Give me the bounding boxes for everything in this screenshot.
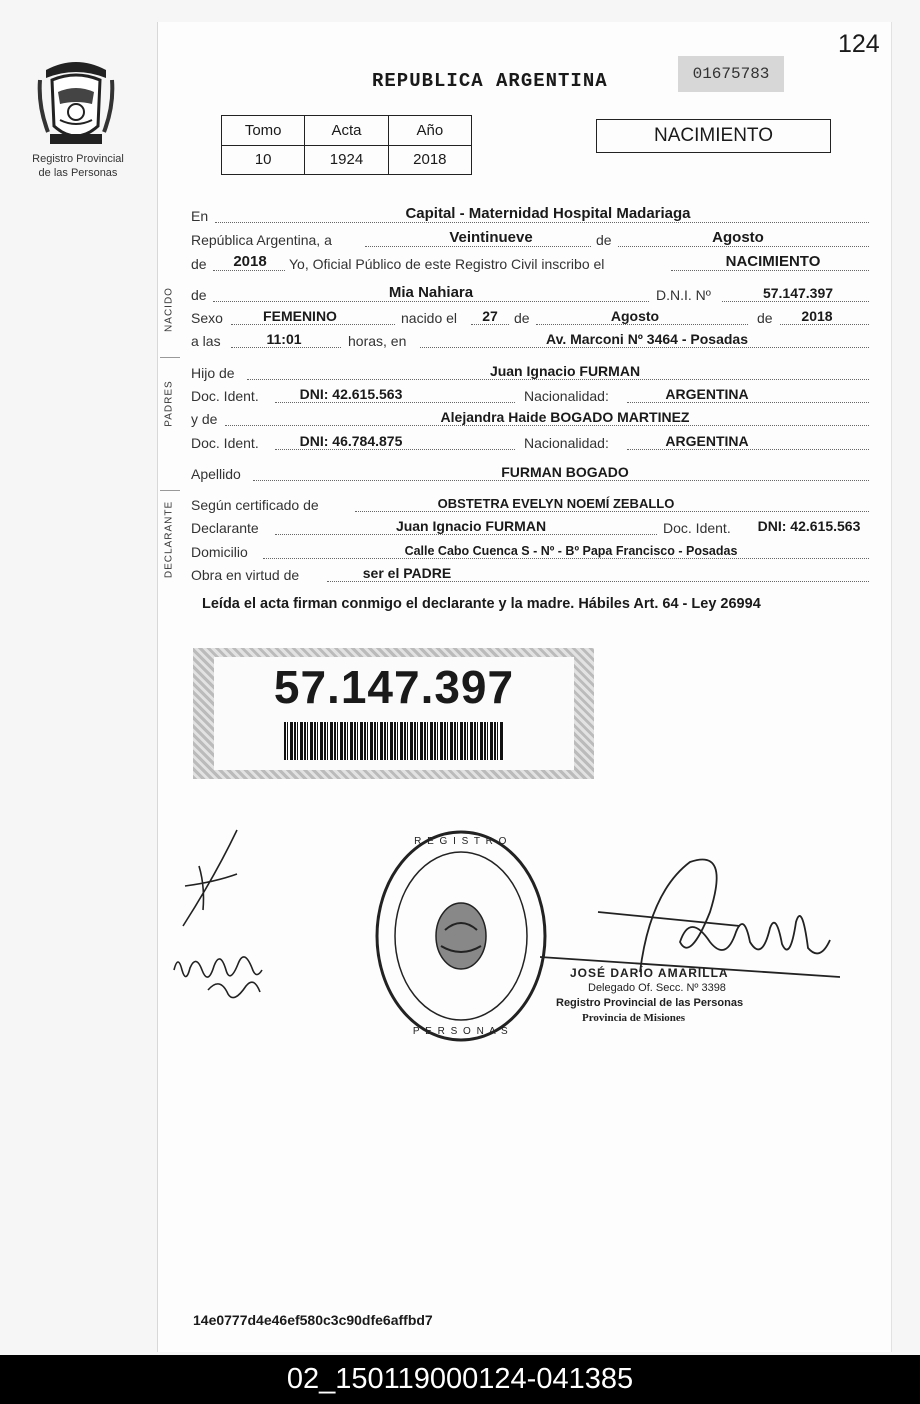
official-office: Registro Provincial de las Personas	[556, 997, 744, 1009]
father-name-value: Juan Ignacio FURMAN	[489, 363, 641, 379]
birth-year-value: 2018	[801, 308, 833, 324]
label-certificado: Según certificado de	[191, 497, 319, 513]
label-de-name: de	[191, 287, 207, 303]
label-republica: República Argentina, a	[191, 232, 332, 248]
surname-value: FURMAN BOGADO	[501, 464, 629, 480]
footer-code: 02_150119000124-041385	[0, 1355, 920, 1404]
official-province: Provincia de Misiones	[582, 1012, 686, 1024]
father-nationality-value: ARGENTINA	[665, 386, 749, 402]
page-number: 124	[838, 30, 880, 58]
label-doc-ident-declarant: Doc. Ident.	[663, 520, 731, 536]
birth-time-value: 11:01	[266, 331, 302, 347]
label-apellido: Apellido	[191, 466, 241, 482]
declarant-name-value: Juan Ignacio FURMAN	[395, 518, 547, 534]
label-dni: D.N.I. Nº	[656, 287, 711, 303]
label-sexo: Sexo	[191, 310, 223, 326]
label-horas: horas, en	[348, 333, 407, 349]
row-declarant	[191, 517, 869, 538]
row-father-name	[191, 362, 869, 383]
section-label-padres: PADRES	[163, 380, 175, 427]
label-inscribo: Yo, Oficial Público de este Registro Civil inscribo el	[289, 256, 605, 272]
label-de: de	[596, 232, 612, 248]
child-dni-value: 57.147.397	[762, 285, 834, 301]
document-hash: 14e0777d4e46ef580c3c90dfe6affbd7	[193, 1312, 433, 1328]
mother-name-value: Alejandra Haide BOGADO MARTINEZ	[440, 409, 690, 425]
label-nacionalidad-mother: Nacionalidad:	[524, 435, 609, 451]
declarant-doc-value: DNI: 42.615.563	[757, 518, 861, 534]
address-value: Calle Cabo Cuenca S - Nº - Bº Papa Francisco - Posadas	[404, 544, 738, 558]
birth-month-value: Agosto	[610, 308, 660, 324]
label-declarante: Declarante	[191, 520, 259, 536]
sex-value: FEMENINO	[263, 308, 337, 324]
dni-sticker-number: 57.147.397	[273, 661, 515, 713]
row-place	[191, 205, 869, 226]
row-sex-birth	[191, 307, 869, 328]
registry-label	[22, 152, 134, 180]
official-signature	[540, 852, 840, 982]
row-certifier	[191, 494, 869, 515]
birth-place-value: Av. Marconi Nº 3464 - Posadas	[546, 331, 748, 347]
label-de-year: de	[191, 256, 207, 272]
row-date	[191, 229, 869, 250]
mother-signature	[168, 940, 268, 1012]
month-value: Agosto	[712, 229, 764, 246]
register-header-acta: Acta	[305, 116, 388, 146]
closing-text: Leída el acta firman conmigo el declarante y la madre. Hábiles Art. 64 - Ley 26994	[202, 596, 761, 612]
label-doc-ident-mother: Doc. Ident.	[191, 435, 259, 451]
register-table	[221, 115, 472, 175]
official-signature-block	[556, 966, 743, 1026]
section-label-declarante: DECLARANTE	[163, 500, 175, 579]
label-nacionalidad-father: Nacionalidad:	[524, 388, 609, 404]
child-name-value: Mia Nahiara	[388, 284, 474, 301]
row-mother-doc	[191, 432, 869, 453]
svg-text:P E R S O N A S: P E R S O N A S	[412, 1026, 510, 1037]
mother-doc-value: DNI: 46.784.875	[299, 433, 403, 449]
label-obra: Obra en virtud de	[191, 567, 300, 583]
registry-label-line-2: de las Personas	[38, 167, 118, 179]
official-name: JOSÉ DARÍO AMARILLA	[570, 966, 729, 980]
register-value-tomo: 10	[222, 145, 305, 175]
label-en: En	[191, 208, 209, 224]
register-header-tomo: Tomo	[222, 116, 305, 146]
barcode	[284, 722, 504, 760]
certifier-value: OBSTETRA EVELYN NOEMÍ ZEBALLO	[437, 496, 675, 511]
label-hijo-de: Hijo de	[191, 365, 235, 381]
label-de-month: de	[514, 310, 530, 326]
day-value: Veintinueve	[449, 229, 533, 246]
label-nacido-el: nacido el	[401, 310, 458, 326]
province-coat-of-arms-logo	[36, 56, 116, 148]
capacity-value: ser el PADRE	[362, 565, 452, 581]
official-role: Delegado Of. Secc. Nº 3398	[588, 982, 726, 994]
row-child-name	[191, 284, 869, 305]
row-surname	[191, 463, 869, 484]
place-value: Capital - Maternidad Hospital Madariaga	[405, 205, 691, 222]
act-type-value: NACIMIENTO	[725, 253, 821, 270]
official-seal	[375, 830, 547, 1042]
label-y-de: y de	[191, 411, 218, 427]
row-address	[191, 541, 869, 562]
serial-number: 01675783	[678, 56, 784, 92]
mother-nationality-value: ARGENTINA	[665, 433, 749, 449]
label-de-year-2: de	[757, 310, 773, 326]
document-type-box: NACIMIENTO	[596, 119, 831, 153]
father-doc-value: DNI: 42.615.563	[299, 386, 403, 402]
row-year	[191, 253, 869, 274]
registry-label-line-1: Registro Provincial	[32, 153, 124, 165]
label-a-las: a las	[191, 333, 221, 349]
row-father-doc	[191, 385, 869, 406]
declarant-signature	[175, 826, 245, 930]
document-title: REPUBLICA ARGENTINA	[372, 70, 608, 92]
row-capacity	[191, 564, 869, 585]
label-domicilio: Domicilio	[191, 544, 248, 560]
row-time-place	[191, 330, 869, 351]
section-label-nacido: NACIDO	[163, 287, 175, 332]
register-value-acta: 1924	[305, 145, 388, 175]
row-mother-name	[191, 408, 869, 429]
svg-text:R E G I S T R O: R E G I S T R O	[414, 836, 508, 847]
birth-day-value: 27	[482, 308, 498, 324]
register-value-anio: 2018	[388, 145, 471, 175]
year-value: 2018	[233, 253, 267, 270]
register-header-anio: Año	[388, 116, 471, 146]
label-doc-ident-father: Doc. Ident.	[191, 388, 259, 404]
